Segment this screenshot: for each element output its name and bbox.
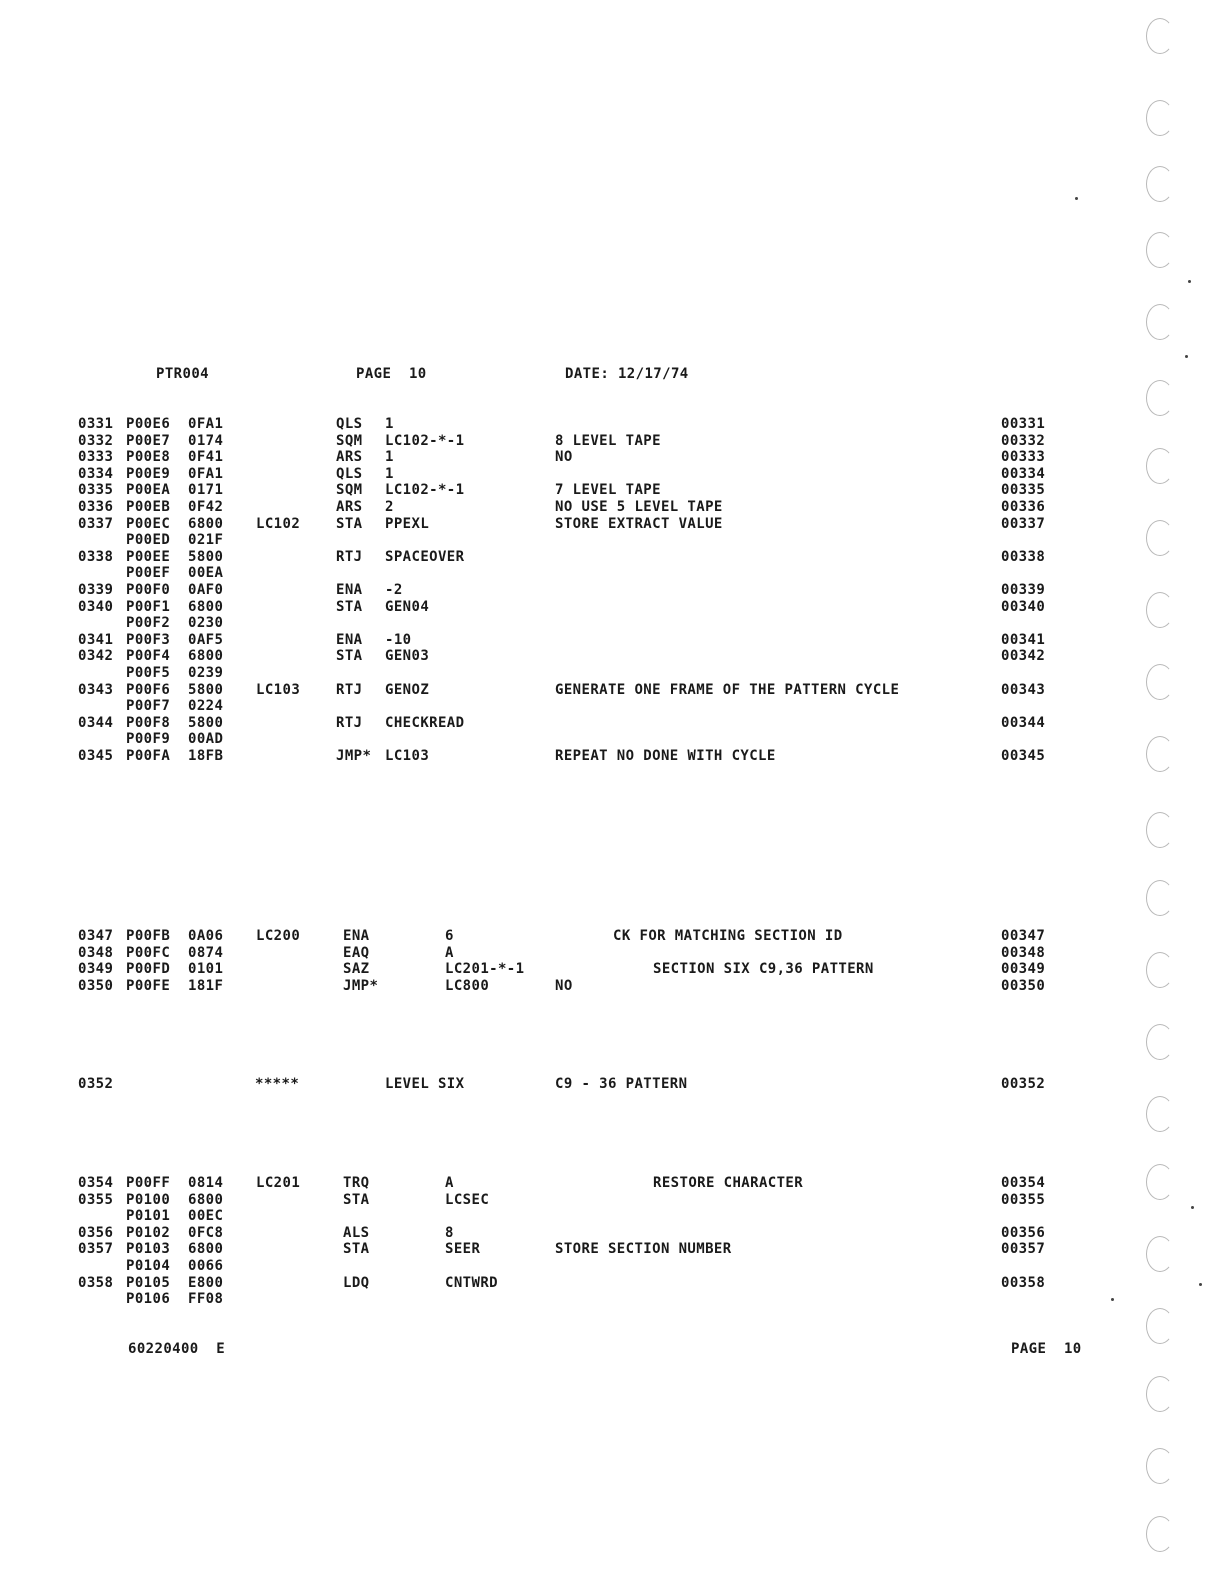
- opcode: ARS: [336, 499, 363, 515]
- label-field: LC200: [256, 928, 301, 944]
- line-number: 0335: [78, 482, 114, 499]
- sequence-number: 00358: [1001, 1274, 1046, 1291]
- object-code: 0171: [188, 482, 224, 499]
- operand: 2: [385, 499, 394, 515]
- paper-speck: [1191, 1206, 1194, 1209]
- punch-hole: [1146, 736, 1174, 772]
- address: P0101: [126, 1208, 171, 1225]
- opcode: SQM: [336, 482, 363, 499]
- operand: GEN04: [385, 598, 430, 615]
- address: P00EA: [126, 482, 171, 499]
- line-number: 0338: [78, 548, 114, 565]
- address: P0105: [126, 1274, 171, 1291]
- line-number: 0334: [78, 465, 114, 482]
- object-code: 0AF0: [188, 582, 224, 598]
- line-number: 0340: [78, 598, 114, 615]
- opcode: STA: [343, 1241, 370, 1258]
- object-code: E800: [188, 1274, 224, 1291]
- punch-hole: [1146, 592, 1174, 628]
- label-field: LC103: [256, 681, 301, 698]
- opcode: JMP*: [343, 977, 379, 994]
- operand: GENOZ: [385, 681, 430, 698]
- address: P00F4: [126, 648, 171, 665]
- operand: LC800: [445, 977, 490, 994]
- address: P00E7: [126, 432, 171, 449]
- object-code: 0066: [188, 1258, 224, 1274]
- object-code: 00EC: [188, 1208, 224, 1225]
- object-code: FF08: [188, 1291, 224, 1308]
- operand: CNTWRD: [445, 1274, 498, 1291]
- line-number: 0337: [78, 515, 114, 532]
- address: P00FF: [126, 1175, 171, 1191]
- line-number: 0358: [78, 1274, 114, 1291]
- punch-hole: [1146, 18, 1174, 54]
- address: P00E8: [126, 449, 171, 466]
- line-number: 0333: [78, 449, 114, 466]
- address: P0102: [126, 1224, 171, 1241]
- operand: A: [445, 944, 454, 961]
- address: P0103: [126, 1241, 171, 1258]
- punch-hole: [1146, 448, 1174, 484]
- punch-hole: [1146, 1448, 1174, 1484]
- operand: 1: [385, 465, 394, 482]
- operand: LC103: [385, 748, 430, 764]
- sequence-number: 00344: [1001, 714, 1046, 731]
- punch-hole: [1146, 520, 1174, 556]
- operand: CHECKREAD: [385, 714, 465, 731]
- address: P00ED: [126, 532, 171, 549]
- line-number: 0354: [78, 1175, 114, 1191]
- object-code: 181F: [188, 977, 224, 994]
- opcode: QLS: [336, 416, 363, 432]
- punch-hole: [1146, 232, 1174, 268]
- comment: 8 LEVEL TAPE: [555, 432, 661, 449]
- label-field: LC201: [256, 1175, 301, 1191]
- punch-hole: [1146, 1096, 1174, 1132]
- object-code: 0224: [188, 698, 224, 715]
- address: P00E9: [126, 465, 171, 482]
- punch-hole: [1146, 1308, 1174, 1344]
- sequence-number: 00357: [1001, 1241, 1046, 1258]
- address: P00F1: [126, 598, 171, 615]
- operand: GEN03: [385, 648, 430, 665]
- paper-speck: [1188, 280, 1191, 283]
- object-code: 00EA: [188, 565, 224, 582]
- line-number: 0336: [78, 499, 114, 515]
- comment: GENERATE ONE FRAME OF THE PATTERN CYCLE: [555, 681, 900, 698]
- line-number: 0356: [78, 1224, 114, 1241]
- punch-hole: [1146, 1376, 1174, 1412]
- sequence-number: 00355: [1001, 1191, 1046, 1208]
- object-code: 5800: [188, 681, 224, 698]
- object-code: 0F42: [188, 499, 224, 515]
- operand: -10: [385, 631, 412, 648]
- opcode: SAZ: [343, 961, 370, 978]
- opcode: JMP*: [336, 748, 372, 764]
- object-code: 6800: [188, 1191, 224, 1208]
- opcode: RTJ: [336, 681, 363, 698]
- address: P0104: [126, 1258, 171, 1274]
- comment: REPEAT NO DONE WITH CYCLE: [555, 748, 776, 764]
- opcode: ENA: [336, 631, 363, 648]
- comment: NO: [555, 449, 573, 466]
- line-number: 0345: [78, 748, 114, 764]
- listing-date: DATE: 12/17/74: [565, 366, 689, 382]
- punch-hole: [1146, 1164, 1174, 1200]
- object-code: 6800: [188, 515, 224, 532]
- address: P00FB: [126, 928, 171, 944]
- line-number: 0357: [78, 1241, 114, 1258]
- sequence-number: 00337: [1001, 515, 1046, 532]
- operand: -2: [385, 582, 403, 598]
- punch-hole: [1146, 880, 1174, 916]
- address: P00FA: [126, 748, 171, 764]
- operand: LC102-*-1: [385, 432, 465, 449]
- opcode: SQM: [336, 432, 363, 449]
- paper-speck: [1075, 197, 1078, 200]
- punch-hole: [1146, 1024, 1174, 1060]
- opcode: ENA: [336, 582, 363, 598]
- program-name: PTR004: [156, 366, 209, 382]
- operand: 8: [445, 1224, 454, 1241]
- page-number-header: PAGE 10: [356, 366, 427, 382]
- object-code: 00AD: [188, 731, 224, 748]
- star-marker: *****: [255, 1076, 300, 1092]
- operand: 1: [385, 416, 394, 432]
- object-code: 18FB: [188, 748, 224, 764]
- operand: A: [445, 1175, 454, 1191]
- punch-hole: [1146, 166, 1174, 202]
- sequence-number: 00332: [1001, 432, 1046, 449]
- operand: SPACEOVER: [385, 548, 465, 565]
- opcode: TRQ: [343, 1175, 370, 1191]
- operand: 1: [385, 449, 394, 466]
- sequence-number: 00335: [1001, 482, 1046, 499]
- sequence-number: 00350: [1001, 977, 1046, 994]
- comment: STORE SECTION NUMBER: [555, 1241, 732, 1258]
- comment: STORE EXTRACT VALUE: [555, 515, 723, 532]
- paper-speck: [1199, 1283, 1202, 1286]
- document-number: 60220400 E: [128, 1341, 226, 1357]
- comment: SECTION SIX C9,36 PATTERN: [653, 961, 874, 978]
- object-code: 0174: [188, 432, 224, 449]
- sequence-number: 00336: [1001, 499, 1046, 515]
- address: P00EC: [126, 515, 171, 532]
- object-code: 0F41: [188, 449, 224, 466]
- page-number-footer: PAGE 10: [1011, 1341, 1082, 1357]
- address: P00FD: [126, 961, 171, 978]
- sequence-number: 00340: [1001, 598, 1046, 615]
- sequence-number: 00354: [1001, 1175, 1046, 1191]
- opcode: ALS: [343, 1224, 370, 1241]
- address: P00F2: [126, 615, 171, 632]
- line-number: 0339: [78, 582, 114, 598]
- opcode: EAQ: [343, 944, 370, 961]
- opcode: QLS: [336, 465, 363, 482]
- sequence-number: 00345: [1001, 748, 1046, 764]
- object-code: 0239: [188, 665, 224, 681]
- address: P00F5: [126, 665, 171, 681]
- punch-hole: [1146, 952, 1174, 988]
- object-code: 0814: [188, 1175, 224, 1191]
- opcode: STA: [336, 598, 363, 615]
- address: P00F0: [126, 582, 171, 598]
- sequence-number: 00356: [1001, 1224, 1046, 1241]
- sequence-number: 00347: [1001, 928, 1046, 944]
- level-comment: C9 - 36 PATTERN: [555, 1076, 688, 1092]
- address: P00FC: [126, 944, 171, 961]
- object-code: 0230: [188, 615, 224, 632]
- object-code: 0874: [188, 944, 224, 961]
- object-code: 0AF5: [188, 631, 224, 648]
- comment: NO: [555, 977, 573, 994]
- punch-hole: [1146, 380, 1174, 416]
- line-number: 0344: [78, 714, 114, 731]
- opcode: RTJ: [336, 714, 363, 731]
- sequence-number: 00342: [1001, 648, 1046, 665]
- operand: SEER: [445, 1241, 481, 1258]
- object-code: 6800: [188, 648, 224, 665]
- level-title: LEVEL SIX: [385, 1076, 465, 1092]
- sequence-number: 00349: [1001, 961, 1046, 978]
- operand: LCSEC: [445, 1191, 490, 1208]
- paper-speck: [1111, 1298, 1114, 1301]
- opcode: LDQ: [343, 1274, 370, 1291]
- address: P00F8: [126, 714, 171, 731]
- sequence-number: 00331: [1001, 416, 1046, 432]
- opcode: ARS: [336, 449, 363, 466]
- punch-hole: [1146, 664, 1174, 700]
- address: P00F6: [126, 681, 171, 698]
- address: P00F7: [126, 698, 171, 715]
- opcode: ENA: [343, 928, 370, 944]
- sequence-number: 00348: [1001, 944, 1046, 961]
- line-number: 0348: [78, 944, 114, 961]
- object-code: 021F: [188, 532, 224, 549]
- line-number: 0355: [78, 1191, 114, 1208]
- object-code: 0FA1: [188, 416, 224, 432]
- punch-hole: [1146, 304, 1174, 340]
- opcode: STA: [336, 648, 363, 665]
- object-code: 0FC8: [188, 1224, 224, 1241]
- object-code: 0101: [188, 961, 224, 978]
- sequence-number: 00338: [1001, 548, 1046, 565]
- label-field: LC102: [256, 515, 301, 532]
- object-code: 6800: [188, 1241, 224, 1258]
- opcode: RTJ: [336, 548, 363, 565]
- object-code: 5800: [188, 548, 224, 565]
- address: P00EB: [126, 499, 171, 515]
- address: P00F9: [126, 731, 171, 748]
- operand: LC201-*-1: [445, 961, 525, 978]
- sequence-number: 00352: [1001, 1076, 1046, 1092]
- sequence-number: 00341: [1001, 631, 1046, 648]
- punch-hole: [1146, 100, 1174, 136]
- sequence-number: 00333: [1001, 449, 1046, 466]
- address: P0106: [126, 1291, 171, 1308]
- address: P00FE: [126, 977, 171, 994]
- address: P00E6: [126, 416, 171, 432]
- punch-hole: [1146, 812, 1174, 848]
- operand: LC102-*-1: [385, 482, 465, 499]
- object-code: 0FA1: [188, 465, 224, 482]
- line-number: 0342: [78, 648, 114, 665]
- sequence-number: 00334: [1001, 465, 1046, 482]
- punch-hole: [1146, 1516, 1174, 1552]
- address: P0100: [126, 1191, 171, 1208]
- operand: 6: [445, 928, 454, 944]
- opcode: STA: [336, 515, 363, 532]
- line-number: 0332: [78, 432, 114, 449]
- sequence-number: 00339: [1001, 582, 1046, 598]
- line-number: 0341: [78, 631, 114, 648]
- address: P00EE: [126, 548, 171, 565]
- line-number: 0350: [78, 977, 114, 994]
- line-number: 0349: [78, 961, 114, 978]
- punch-hole: [1146, 1236, 1174, 1272]
- line-number: 0347: [78, 928, 114, 944]
- object-code: 5800: [188, 714, 224, 731]
- comment: CK FOR MATCHING SECTION ID: [613, 928, 843, 944]
- opcode: STA: [343, 1191, 370, 1208]
- line-number: 0352: [78, 1076, 114, 1092]
- comment: RESTORE CHARACTER: [653, 1175, 804, 1191]
- line-number: 0343: [78, 681, 114, 698]
- comment: NO USE 5 LEVEL TAPE: [555, 499, 723, 515]
- sequence-number: 00343: [1001, 681, 1046, 698]
- object-code: 6800: [188, 598, 224, 615]
- comment: 7 LEVEL TAPE: [555, 482, 661, 499]
- object-code: 0A06: [188, 928, 224, 944]
- operand: PPEXL: [385, 515, 430, 532]
- line-number: 0331: [78, 416, 114, 432]
- address: P00EF: [126, 565, 171, 582]
- address: P00F3: [126, 631, 171, 648]
- paper-speck: [1185, 355, 1188, 358]
